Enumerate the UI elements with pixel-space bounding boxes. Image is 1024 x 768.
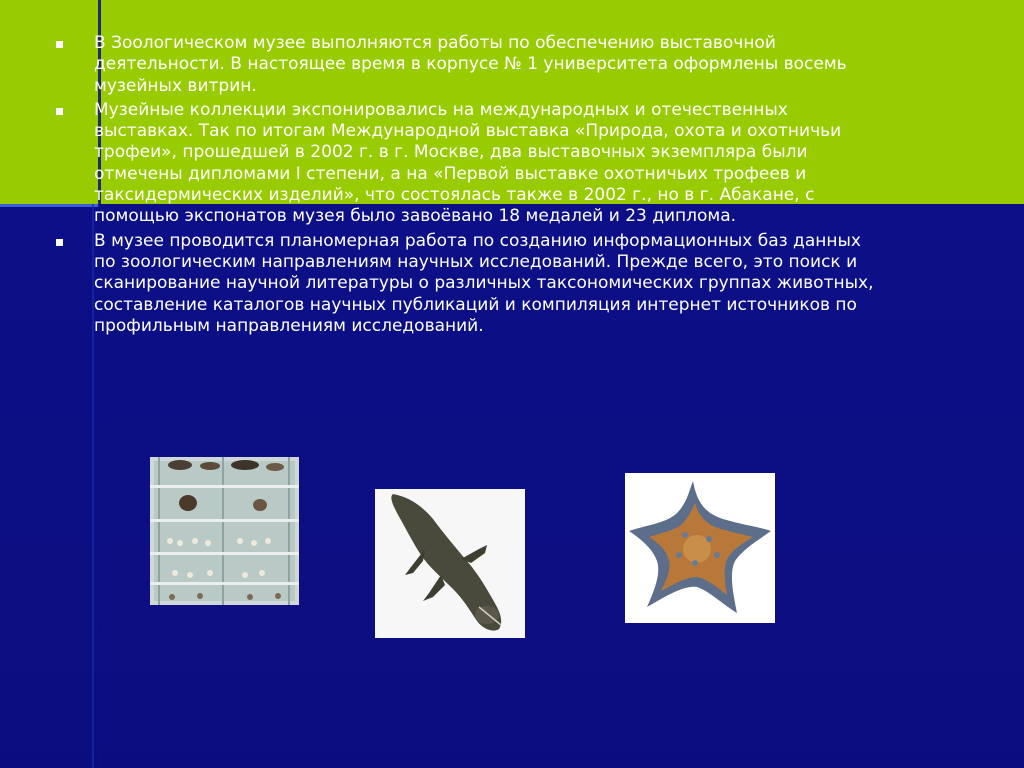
crocodile-photo (375, 489, 525, 638)
bullet-list (53, 33, 883, 340)
bullet-marker-icon (56, 239, 63, 246)
bullet-text: В музее проводится планомерная работа по созданию информационных баз данных по зоологическим направлениям научных исследований. Прежде всего, это поиск и сканирование научной литературы о различных таксономических группах животных, составление каталогов научных публикаций и компиляция интернет источников по профильным направлениям исследований. (94, 230, 874, 336)
bullet-item (53, 33, 883, 97)
bullet-marker-icon (56, 108, 63, 115)
bullet-marker-icon (56, 41, 63, 48)
bullet-text: В Зоологическом музее выполняются работы по обеспечению выставочной деятельности. В настоящее время в корпусе № 1 университета оформлены восемь музейных витрин. (94, 33, 847, 96)
museum-cabinet-photo (150, 457, 299, 605)
starfish-photo (625, 473, 775, 623)
bullet-item (53, 100, 883, 228)
bullet-text: Музейные коллекции экспонировались на международных и отечественных выставках. Так по итогам Международной выставка «Природа, охота и охотничьи трофеи», прошедшей в 2002 г. в г. Москве, два выставочных экземпляра были отмечены дипломами I степени, а на «Первой выставке охотничьих трофеев и таксидермических изделий», что состоялась также в 2002 г., но в г. Абакане, с помощью экспонатов музея было завоёвано 18 медалей и 23 диплома. (94, 99, 842, 227)
bullet-item (53, 231, 883, 337)
